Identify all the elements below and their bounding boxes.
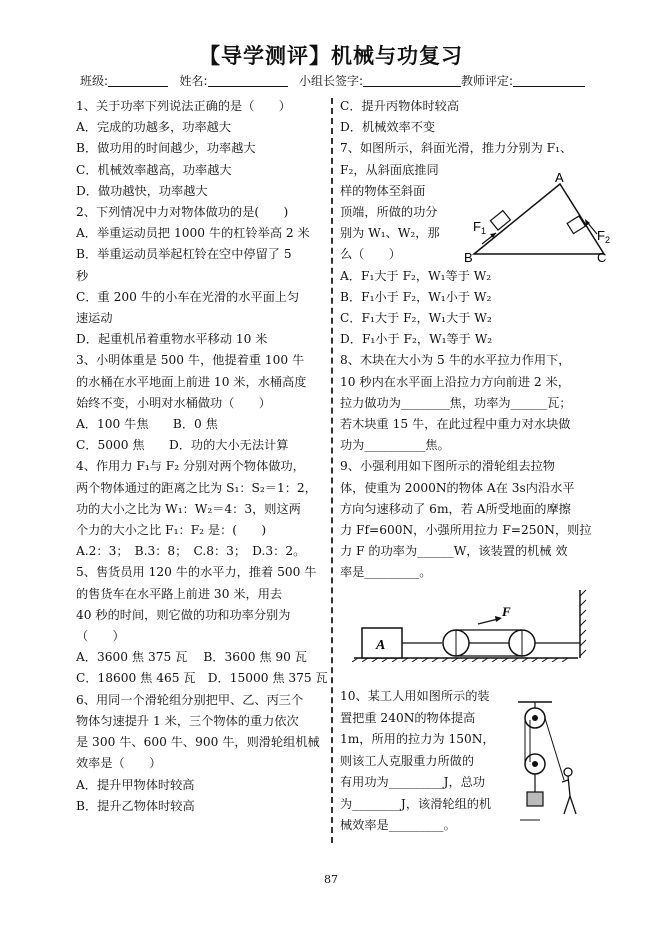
text-line: 功的大小之比为 W₁：W₂＝4：3，则这两: [76, 501, 301, 516]
text-line: 功为__________焦。: [340, 438, 450, 453]
text-line: A．提升甲物体时较高: [76, 777, 195, 792]
text-line: 1、关于功率下列说法正确的是（ ）: [76, 99, 291, 113]
text-line: 是 300 牛、600 牛、900 牛，则滑轮组机械: [76, 735, 320, 750]
block-a-label: A: [376, 638, 386, 653]
class-label: 班级:: [80, 74, 109, 88]
text-line: （ ）: [76, 629, 125, 644]
vertical-pulley-diagram: [506, 696, 586, 830]
text-line: 力 Ff=600N，小强所用拉力 F=250N，则拉: [340, 523, 592, 538]
text-line: 效率是（ ）: [76, 756, 162, 771]
text-line: C．机械效率越高，功率越大: [76, 162, 232, 177]
text-line: 速运动: [76, 311, 113, 326]
text-line: 则该工人克服重力所做的: [340, 753, 475, 768]
text-line: 械效率是_________。: [340, 818, 456, 832]
text-line: A．F₁大于 F₂，W₁等于 W₂: [340, 268, 492, 283]
text-line: 4、作用力 F₁与 F₂ 分别对两个物体做功，: [76, 459, 305, 474]
text-line: 7、如图所示，斜面光滑，推力分别为 F₁、: [340, 141, 573, 156]
text-line: C．18600 焦 465 瓦 D．15000 焦 375 瓦: [76, 671, 328, 686]
text-line: 始终不变，小明对水桶做功（ ）: [76, 395, 271, 410]
text-line: 40 秒的时间，则它做的功和功率分别为: [76, 607, 291, 622]
text-line: 置把重 240N的物体提高: [340, 710, 476, 725]
text-line: D．做功越快，功率越大: [76, 183, 208, 198]
weight-block: [527, 792, 543, 806]
left-column: [76, 96, 326, 817]
question-10-text: [340, 686, 495, 837]
text-line: 3、小明体重是 500 牛，他提着重 100 牛: [76, 353, 305, 368]
text-line: 若木块重 15 牛，在此过程中重力对水块做: [340, 417, 571, 432]
text-line: 拉力做功为________焦，功率为______瓦；: [340, 395, 572, 410]
force-label-f2: $F_2$: [597, 228, 610, 245]
worker-figure: [562, 768, 576, 814]
text-line: 物体匀速提升 1 米，三个物体的重力依次: [76, 713, 299, 728]
text-line: B．举重运动员举起杠铃在空中停留了 5: [76, 247, 292, 262]
teacher-evaluation-label: 教师评定:: [461, 74, 514, 88]
horizontal-pulley-diagram: [352, 588, 592, 662]
text-line: D．起重机吊着重物水平移动 10 米: [76, 332, 268, 347]
text-line: 5、售货员用 120 牛的水平力，推着 500 牛: [76, 565, 317, 580]
incline-diagram: [464, 172, 614, 264]
class-field[interactable]: [108, 74, 168, 87]
page-number: 87: [324, 873, 338, 886]
student-info-header: [80, 72, 585, 89]
vertex-label-b: B: [464, 250, 473, 264]
text-line: C．重 200 牛的小车在光滑的水平面上匀: [76, 289, 300, 304]
force-arrow: [478, 619, 498, 624]
text-line: 个力的大小之比 F₁：F₂ 是：( ): [76, 523, 267, 538]
teacher-evaluation-field[interactable]: [513, 74, 585, 87]
text-line: D．机械效率不变: [340, 120, 436, 135]
text-line: D．F₁小于 F₂，W₁等于 W₂: [340, 332, 493, 347]
text-line: C．提升丙物体时较高: [340, 99, 460, 113]
text-line: 2、下列情况中力对物体做功的是( ): [76, 205, 289, 220]
text-line: 9、小强利用如下图所示的滑轮组去拉物: [340, 459, 555, 474]
text-line: 10 秒内在水平面上沿拉力方向前进 2 米，: [340, 374, 570, 389]
text-line: 体，使重为 2000N的物体 A在 3s内沿水平: [340, 480, 575, 495]
text-line: 么（ ）: [340, 247, 401, 262]
text-line: 有用功为_________J，总功: [340, 775, 486, 789]
text-line: B．提升乙物体时较高: [76, 798, 195, 813]
text-line: 1m，所用的拉力为 150N，: [340, 732, 495, 746]
text-line: 顶端，所做的功分: [340, 205, 438, 220]
text-line: 样的物体至斜面: [340, 183, 426, 198]
force-label-f1: $F_1$: [473, 219, 486, 236]
leader-signature-label: 小组长签字:: [299, 74, 364, 88]
text-line: 别为 W₁、W₂，那: [340, 226, 440, 241]
page-title: 【导学测评】机械与功复习: [199, 44, 463, 68]
text-line: 两个物体通过的距离之比为 S₁：S₂＝1：2，: [76, 480, 317, 495]
text-line: F₂，从斜面底推同: [340, 162, 439, 177]
text-line: 6、用同一个滑轮组分别把甲、乙、丙三个: [76, 692, 304, 707]
text-line: B．做功用的时间越少，功率越大: [76, 141, 256, 156]
right-column: [340, 96, 600, 584]
text-line: A．完成的功越多，功率越大: [76, 120, 232, 135]
text-line: A．举重运动员把 1000 牛的杠铃举高 2 米: [76, 226, 310, 241]
leader-signature-field[interactable]: [363, 74, 461, 87]
text-line: 8、木块在大小为 5 牛的水平拉力作用下，: [340, 353, 571, 368]
text-line: 的售货车在水平路上前进 30 米，用去: [76, 586, 283, 601]
text-line: 率是_________。: [340, 565, 432, 580]
text-line: 的水桶在水平地面上前进 10 米，水桶高度: [76, 374, 307, 389]
text-line: 方向匀速移动了 6m，若 A所受地面的摩擦: [340, 501, 571, 516]
vertex-label-c: C: [597, 250, 607, 264]
text-line: A．3600 焦 375 瓦 B．3600 焦 90 瓦: [76, 650, 307, 665]
text-line: B．F₁小于 F₂，W₁小于 W₂: [340, 289, 492, 304]
text-line: C．5000 焦 D．功的大小无法计算: [76, 438, 289, 453]
text-line: 力 F 的功率为______W，该装置的机械 效: [340, 544, 568, 559]
vertex-label-a: A: [555, 172, 564, 185]
name-field[interactable]: [208, 74, 288, 87]
text-line: 秒: [76, 268, 89, 283]
column-divider: [331, 98, 333, 843]
text-line: 10、某工人用如图所示的装: [340, 689, 490, 703]
text-line: 为________J，该滑轮组的机: [340, 796, 492, 811]
text-line: C．F₁大于 F₂，W₁大于 W₂: [340, 311, 492, 326]
text-line: A．100 牛焦 B．0 焦: [76, 417, 218, 432]
name-label: 姓名:: [179, 74, 208, 88]
force-label: F: [502, 604, 511, 619]
text-line: A.2：3； B.3：8； C.8：3； D.3：2。: [76, 544, 306, 559]
